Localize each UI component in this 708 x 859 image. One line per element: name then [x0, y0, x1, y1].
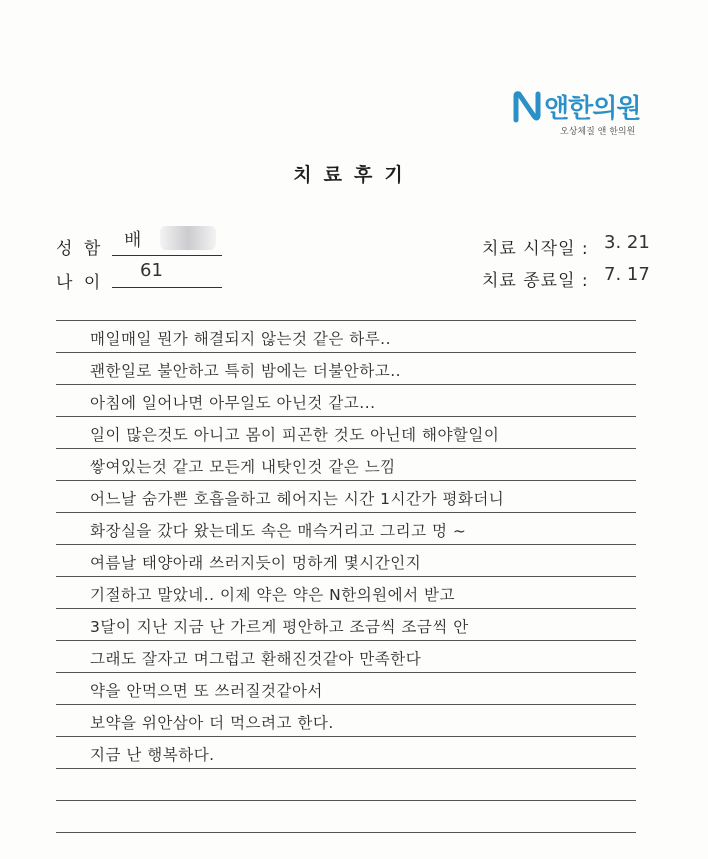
review-line-1: 매일매일 뭔가 해결되지 않는것 같은 하루.. — [90, 330, 392, 348]
clinic-name: 앤한의원 — [544, 94, 641, 124]
ruled-line — [56, 448, 636, 449]
review-line-10: 3달이 지난 지금 난 가르게 평안하고 조금씩 조금씩 안 — [90, 618, 469, 636]
ruled-line — [56, 800, 636, 801]
ruled-line — [56, 736, 636, 737]
start-date-label: 치료 시작일 : — [482, 239, 589, 259]
ruled-line — [56, 608, 636, 609]
page-title: 치료후기 — [293, 164, 415, 186]
ruled-line — [56, 704, 636, 705]
ruled-line — [56, 672, 636, 673]
review-line-9: 기절하고 말았네.. 이제 약은 약은 N한의원에서 받고 — [90, 586, 455, 604]
ruled-line — [56, 480, 636, 481]
ruled-line — [56, 352, 636, 353]
review-line-6: 어느날 숨가쁜 호흡을하고 헤어지는 시간 1시간가 평화더니 — [90, 490, 505, 508]
ruled-line — [56, 640, 636, 641]
review-line-7: 화장실을 갔다 왔는데도 속은 매슥거리고 그리고 멍 ~ — [90, 522, 467, 540]
ruled-line — [56, 832, 636, 833]
age-value: 61 — [140, 260, 163, 281]
clinic-logo — [512, 86, 672, 146]
review-line-5: 쌓여있는것 같고 모든게 내탓인것 같은 느낌 — [90, 458, 396, 476]
ruled-line — [56, 768, 636, 769]
start-date-value: 3. 21 — [604, 232, 650, 253]
review-line-12: 약을 안먹으면 또 쓰러질것같아서 — [90, 682, 323, 700]
age-label: 나 이 — [56, 273, 104, 293]
name-value: 배 — [124, 230, 142, 251]
review-line-11: 그래도 잘자고 며그럽고 환해진것같아 만족한다 — [90, 650, 422, 668]
review-line-3: 아침에 일어나면 아무일도 아닌것 같고... — [90, 394, 376, 412]
end-date-value: 7. 17 — [604, 264, 650, 285]
clinic-logo-mark-icon — [512, 90, 542, 124]
name-label: 성 함 — [56, 239, 104, 259]
name-redaction-blur — [160, 226, 216, 250]
name-underline — [112, 255, 222, 256]
age-underline — [112, 287, 222, 288]
ruled-line — [56, 320, 636, 321]
review-line-4: 일이 많은것도 아니고 몸이 피곤한 것도 아닌데 해야할일이 — [90, 426, 500, 444]
ruled-line — [56, 416, 636, 417]
ruled-line — [56, 544, 636, 545]
review-line-13: 보약을 위안삼아 더 먹으려고 한다. — [90, 714, 334, 732]
ruled-line — [56, 576, 636, 577]
clinic-subtitle: 오상체질 앤 한의원 — [560, 127, 636, 137]
end-date-label: 치료 종료일 : — [482, 271, 589, 291]
ruled-line — [56, 512, 636, 513]
review-line-2: 괜한일로 불안하고 특히 밤에는 더불안하고.. — [90, 362, 402, 380]
review-line-14: 지금 난 행복하다. — [90, 746, 215, 764]
review-line-8: 여름날 태양아래 쓰러지듯이 멍하게 몇시간인지 — [90, 554, 422, 572]
ruled-line — [56, 384, 636, 385]
